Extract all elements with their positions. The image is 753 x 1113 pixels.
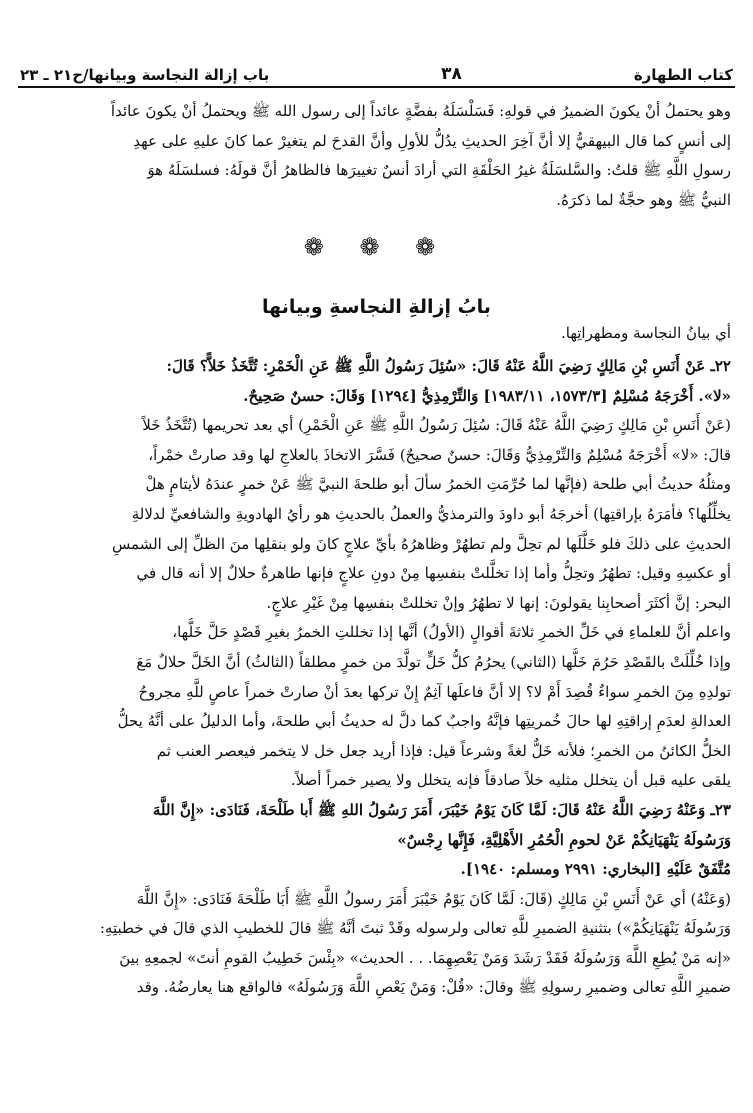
- text-line: أو عكسِهِ وقيل: تطهُرُ وتحِلُّ وأما إذا تخلَّلتْ بنفسِها مِنْ دونِ علاجٍ فإنها طاهرةٌ حلالٌ إلا أنه قال في: [136, 564, 731, 583]
- text-line: (وَعَنْهُ) أي عَنْ أَنَسِ بْنِ مَالِكٍ (قَالَ: لَمَّا كَانَ يَوْمُ خَيْبَرَ أَمَرَ رسولُ اللَّهِ ﷺ أَبَا طَلْحَةَ فَنَادَى: «إِنَّ اللَّهَ: [136, 889, 731, 908]
- text-line: رسولِ اللَّهِ ﷺ قلتُ: والسَّلسَلَةُ غيرُ الحَلْقَةِ التي أرادَ أنسٌ تغييرَها فالظاهرُ أنَّ قولَهُ: فسلسَلَهُ هوَ: [147, 161, 731, 180]
- text-line: يخلِّلُها؟ فأمَرَهُ بإراقتِها) أخرجَهُ أبو داودَ والترمذيُّ والعملُ بالحديثِ هو رأيُ الهادويةِ والشافعيِّ لدلالةِ: [131, 504, 731, 523]
- header-divider: [18, 86, 735, 88]
- text-line: تولدِهِ مِنَ الخمرِ سواءٌ قُصِدَ أَمْ لا؟ إلا أنَّ فاعلَها آثِمٌ إِنْ تركها بعدَ أنْ صارتْ خمراً عاصٍ للَّهِ مجروحُ: [138, 682, 731, 701]
- text-line: إلى أنسٍ كما قال البيهقيُّ إلا أنَّ آخِرَ الحديثِ يدُلُّ للأولِ وأنَّ القدحَ لم يتغيرْ عما كانَ عليهِ على عهدِ: [133, 131, 731, 150]
- text-line: الحديثِ على ذلكَ فلو خَلَّلَها لم تحِلَّ ولم تطهُرْ وظاهرُهُ بأيِّ علاجٍ كانَ ولو بنقلِها منَ الظلِّ إلى الشمسِ: [111, 534, 731, 553]
- text-line: وإذا خُلِّلَتْ بالقَصْدِ حَرُمَ خَلُّها (الثاني) يحرُمُ كلُّ خَلٍّ تولَّدَ من خمرٍ مطلقاً (الثالثُ) أنَّ الخَلَّ حلالٌ مَعَ: [136, 652, 731, 671]
- hadith-23-text: ٢٣ـ وَعَنْهُ رَضِيَ اللَّهُ عَنْهُ قَالَ: لَمَّا كَانَ يَوْمُ خَيْبَرَ، أَمَرَ رَسُولُ اللهِ ﷺ أَبا طَلْحَةَ، فَنَادَى: «إِنَّ اللَّهَ: [152, 800, 731, 819]
- text-line: ضميرِ اللَّهِ تعالى وضميرِ رسولِهِ ﷺ وقالَ: «قُلْ: وَمَنْ يَعْصِ اللَّهَ وَرَسُولَهُ» فالواقع هنا يعارضُهُ. وقد: [136, 978, 731, 997]
- text-line: العدالةِ لعدَمِ إراقتِهِ لها حالَ خُمريتِها فإنَّهُ واجبٌ كما دلَّ له حديثُ أبي طلحةَ، وأما الدليلُ على أنَّهُ يحلُّ: [117, 712, 731, 731]
- body-text: [22, 352, 731, 1003]
- text-line: البحر: إنَّ أكثَرَ أصحابِنا يقولونَ: إنها لا تطهُرُ وإنْ تخللتْ بنفسِها مِنْ غَيْرِ علاجٍ.: [266, 593, 731, 612]
- text-line: (عَنْ أَنَسِ بْنِ مَالِكٍ رَضِيَ اللَّهُ عَنْهُ قَالَ: سُئِلَ رَسُولُ اللَّهِ ﷺ عَنِ الْخَمْرِ) أي بعد تحريمها (تُتَّخَذُ خَلاً: [142, 416, 731, 435]
- text-line: وَرَسُولَهُ يَنْهَيَانِكُمْ») بتثنيةِ الضميرِ للَّهِ تعالى ولرسوله وقَدْ ثبتَ أنَّهُ ﷺ قالَ للخطيبِ الذي قالَ في خطبتِهِ:: [99, 919, 731, 938]
- hadith-23-text: وَرَسُولَهُ يَنْهَيَانِكُمْ عَنْ لحومِ الْحُمُرِ الأَهْلِيَّةِ، فَإِنَّها رِجْسٌ»: [397, 830, 731, 849]
- text-line: وهو يحتملُ أنْ يكونَ الضميرُ في قولهِ: فَسَلْسَلَهُ بفضَّةٍ عائداً إلى رسول الله ﷺ ويحتملُ أنْ يكونَ عائداً: [110, 102, 731, 120]
- text-line: يلقى عليه قبل أن يتخلل مثليه خلاً صادقاً فإنه يتخلل ولا يصير خمراً أصلاً.: [290, 771, 731, 790]
- text-line: ومثلُهُ حديثُ أبي طلحة (فإنَّها لما حُرِّمَتِ الخمرُ سألَ أبو طلحةَ النبيَّ ﷺ عَنْ خمرٍ عندَهُ لأيتامٍ هلْ: [145, 475, 731, 494]
- text-line: واعلم أنَّ للعلماءِ في خَلِّ الخمرِ ثلاثةَ أقوالٍ (الأولُ) أنَّها إذا تخللتِ الخمرُ بغيرِ قَصْدٍ حَلَّ خَلُّها،: [172, 623, 731, 642]
- page-number: ٣٨: [441, 64, 462, 84]
- hadith-22-text: ٢٢ـ عَنْ أَنَسِ بْنِ مَالِكٍ رَضِيَ اللَّهُ عَنْهُ قَالَ: «سُئِلَ رَسُولُ اللَّهِ ﷺ عَنِ الْخَمْرِ: تُتَّخَذُ خَلاًّ؟ قَالَ:: [166, 357, 731, 375]
- text-line: قالَ: «لا» أَخْرَجَهُ مُسْلِمٌ وَالتِّرْمِذِيُّ وَقَالَ: حسنٌ صحيحٌ) فَسَّرَ الاتخاذَ بالعلاجِ لها وقد صارتْ خمْراً،: [148, 445, 731, 464]
- header-chapter-title: باب إزالة النجاسة وبيانها/ح٢١ ـ ٢٣: [20, 66, 270, 84]
- section-ornament: ❁ ❁ ❁: [303, 233, 450, 261]
- hadith-23-source: مُتَّفَقٌ عَلَيْهِ [البخاري: ٢٩٩١ ومسلم: ١٩٤٠].: [460, 860, 731, 879]
- text-line: «إنه مَنْ يُطِعِ اللَّهَ وَرَسُولَهُ فَقَدْ رَشَدَ وَمَنْ يَعْصِهِمَا. . . الحديث» «بِئْسَ خَطِيبُ القومِ أنتَ» لجمعِهِ بينَ: [119, 948, 731, 967]
- chapter-title: بابُ إزالةِ النجاسةِ وبيانها: [262, 296, 491, 318]
- text-line: الخلُّ الكائنُ من الخمرِ؛ فلأنه خَلٌّ لغةً وشرعاً قيل: فإذا أريد جعل خل لا يتخمر فيعصر العنب ثم: [156, 741, 731, 760]
- top-paragraph: [22, 97, 731, 215]
- header-book-title: كتاب الطهارة: [633, 66, 733, 84]
- chapter-subtitle: أي بيانُ النجاسة ومطهراتِها.: [561, 324, 731, 342]
- text-line: النبيُّ ﷺ وهو حجَّةٌ لما ذكرَهُ.: [556, 190, 731, 209]
- running-header: [20, 58, 733, 84]
- hadith-22-source: «لا». أَخْرَجَهُ مُسْلِمٌ [١٥٧٣/٣، ١٩٨٣/١١] وَالتِّرْمِذِيُّ [١٢٩٤] وَقَالَ: حسنٌ صَحِيحٌ.: [243, 386, 731, 405]
